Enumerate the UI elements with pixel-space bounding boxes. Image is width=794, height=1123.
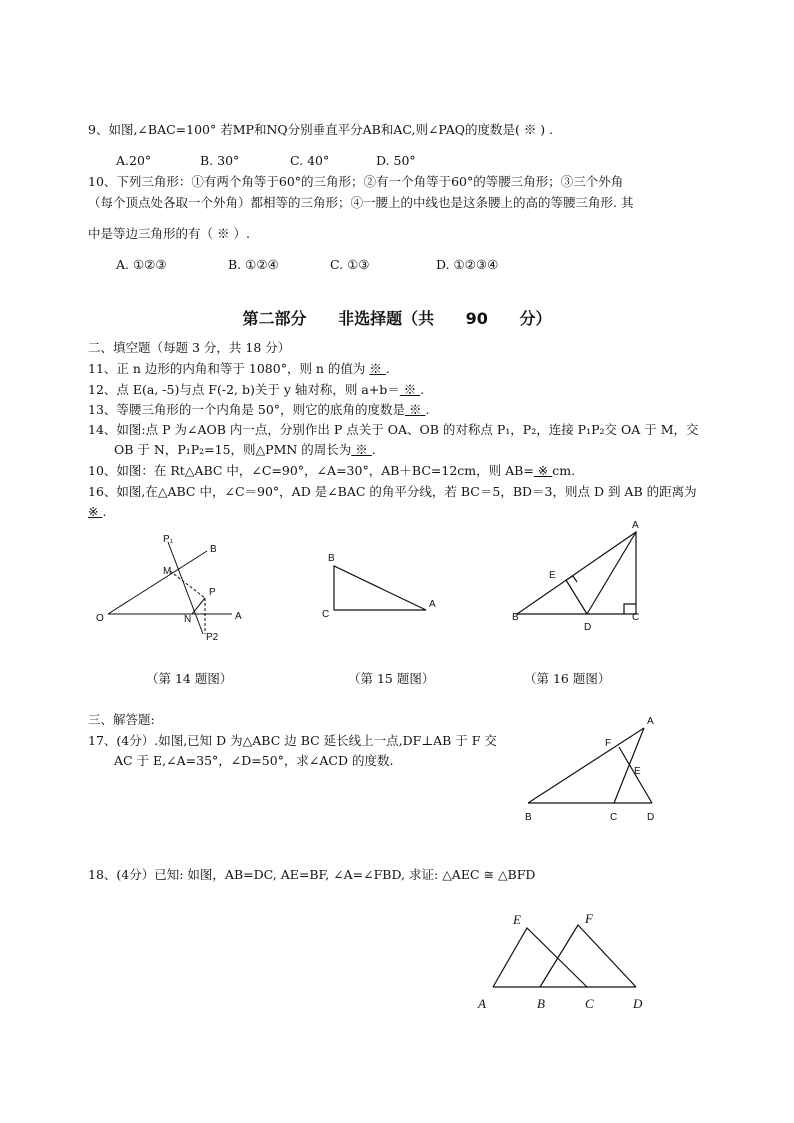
q10-line-2: （每个顶点处各取一个外角）都相等的三角形；④一腰上的中线也是这条腰上的高的等腰三角形. 其 [88, 195, 634, 210]
q14-text: OB 于 N，P₁P₂=15，则△PMN 的周长为 [114, 442, 352, 457]
q18-text: 18、(4分）已知: 如图，AB=DC, AE=BF, ∠A=∠FBD, 求证: △AEC ≅ △BFD [88, 867, 536, 882]
part-two-title: 第二部分 非选择题（共 90 分） [242, 309, 552, 328]
figure-15 [334, 566, 426, 610]
fig17-segment-ab [528, 728, 644, 803]
q16-blank: ※ [88, 504, 103, 519]
fig15-label-b: B [328, 553, 335, 564]
fig14-label-p1: P₁ [163, 534, 174, 545]
q14-end: . [371, 442, 376, 457]
q13-blank: ※ [405, 402, 426, 417]
fig16-caption: （第 16 题图） [524, 671, 611, 686]
fig14-label-o: O [96, 613, 104, 624]
q10-option-b: B. ①②④ [228, 257, 279, 272]
q11-end: . [385, 361, 390, 376]
fig17-label-f: F [605, 738, 612, 749]
q13-end: . [425, 402, 430, 417]
q9-option-d: D. 50° [376, 153, 416, 168]
fig18-label-b: B [537, 996, 545, 1011]
fig14-caption: （第 14 题图） [146, 671, 233, 686]
fig15-label-a: A [429, 599, 436, 610]
fig18-label-e: E [513, 912, 521, 927]
fig17-label-b: B [525, 812, 532, 823]
fig14-label-p2: P2 [206, 632, 219, 643]
q10-line-3: 中是等边三角形的有（ ※ ）. [88, 226, 250, 241]
fig18-label-a: A [478, 996, 486, 1011]
q12-end: . [420, 382, 425, 397]
q10-option-d: D. ①②③④ [436, 257, 499, 272]
fig16-label-d: D [584, 622, 592, 633]
q14-blank: ※ [351, 442, 372, 457]
q10-option-a: A. ①②③ [116, 257, 167, 272]
fig14-label-p: P [209, 587, 216, 598]
q16-line-1: 16、如图,在△ABC 中，∠C＝90°，AD 是∠BAC 的角平分线，若 BC＝5，BD＝3，则点 D 到 AB 的距离为 [88, 484, 697, 499]
q15-text: 10、如图：在 Rt△ABC 中，∠C=90°，∠A=30°，AB＋BC=12cm，则 AB= [88, 463, 534, 478]
fig18-label-d: D [633, 996, 643, 1011]
fig18-triangle-bfd [540, 925, 636, 987]
q17-line-1: 17、(4分）.如图,已知 D 为△ABC 边 BC 延长线上一点,DF⊥AB 于 F 交 [88, 733, 497, 748]
fig15-label-c: C [322, 609, 330, 620]
figure-18 [493, 925, 636, 987]
q10-line-1: 10、下列三角形：①有两个角等于60°的三角形；②有一个角等于60°的等腰三角形；③三个外角 [88, 174, 624, 189]
fig14-label-b: B [210, 544, 217, 555]
fig18-label-c: C [585, 996, 594, 1011]
fill-heading: 二、填空题（每题 3 分，共 18 分） [88, 340, 291, 355]
q10-option-c: C. ①③ [330, 257, 370, 272]
fig16-triangle [517, 532, 636, 614]
fig15-triangle [334, 566, 426, 610]
q17-line-2: AC 于 E,∠A=35°，∠D=50°，求∠ACD 的度数. [114, 753, 394, 768]
fig16-label-b: B [512, 612, 519, 623]
q15-end: cm. [552, 463, 576, 478]
q9-option-a: A.20° [116, 153, 152, 168]
fig17-label-c: C [610, 812, 618, 823]
fig14-segment-np [192, 598, 205, 614]
q16-end: . [102, 504, 107, 519]
fig16-label-c: C [632, 612, 640, 623]
q15-blank: ※ [533, 463, 553, 478]
fig18-triangle-aec [493, 928, 587, 987]
figure-16 [517, 532, 636, 614]
q11-blank: ※ [369, 361, 386, 376]
fig17-label-d: D [647, 812, 655, 823]
q13-text: 13、等腰三角形的一个内角是 50°，则它的底角的度数是 [88, 402, 406, 417]
q9-stem: 9、如图,∠BAC=100° 若MP和NQ分别垂直平分AB和AC,则∠PAQ的度数是( ※ ) . [88, 122, 554, 137]
fig17-label-a: A [647, 716, 654, 727]
fig17-label-e: E [634, 766, 641, 777]
q12-blank: ※ [399, 382, 421, 397]
fig14-label-m: M [163, 566, 172, 577]
q11-text: 11、正 n 边形的内角和等于 1080°，则 n 的值为 [88, 361, 370, 376]
fig16-right-angle-e [566, 576, 577, 582]
fig18-label-f: F [585, 911, 593, 926]
q9-option-c: C. 40° [290, 153, 330, 168]
q9-option-b: B. 30° [200, 153, 240, 168]
fig14-label-a: A [235, 611, 242, 622]
fig16-label-e: E [549, 570, 556, 581]
fig16-segment-de [566, 580, 587, 614]
fig16-segment-ad [587, 532, 636, 614]
solve-heading: 三、解答题: [88, 712, 155, 727]
q12-text: 12、点 E(a, -5)与点 F(-2, b)关于 y 轴对称，则 a+b＝ [88, 382, 400, 397]
fig15-caption: （第 15 题图） [348, 671, 435, 686]
q14-line-1: 14、如图:点 P 为∠AOB 内一点，分别作出 P 点关于 OA、OB 的对称点 P₁，P₂，连接 P₁P₂交 OA 于 M，交 [88, 422, 699, 437]
fig14-label-n: N [184, 614, 192, 625]
fig16-label-a: A [632, 520, 639, 531]
